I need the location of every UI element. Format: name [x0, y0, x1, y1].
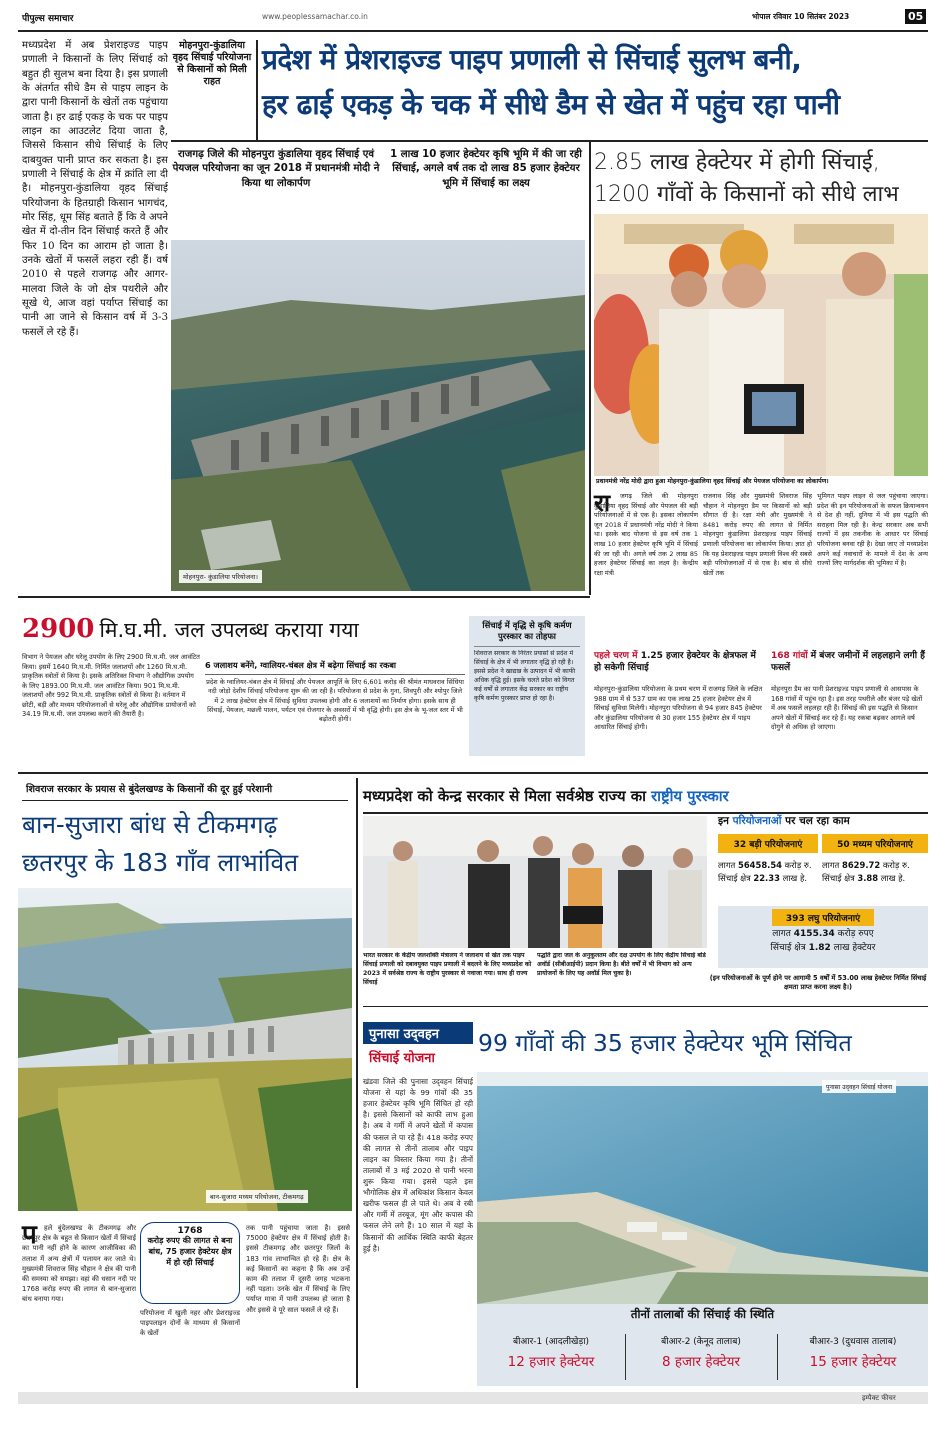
right-headline-2: 1200 गाँवों के किसानों को सीधे लाभ	[594, 182, 899, 207]
mid-cost-unit: करोड़ रु.	[882, 860, 910, 870]
top-left-column: मध्यप्रदेश में अब प्रेशराइज्ड पाइप प्रणाली ने किसानों के लिए सिंचाई को बहुत ही सुलभ बना दिया है। इस प्रणाली के अंतर्गत सीधे डैम से पाइप लाइन के द्वारा पानी किसानों के खेतों तक पहुंचाया जाता है। हर ढाई एकड़ के चक पर पाइप लाइन का आउटलेट दिया जाता है, जिससे किसान सीधे सिंचाई के लिए दाबयुक्त पानी प्राप्त कर सकता है। इस प्रणाली ने सिंचाई के क्षेत्र में क्रांति ला दी है। मोहनपुरा-कुंडालिया वृहद सिंचाई परियोजना के हितग्राही किसान भागचंद, मोर सिंह, धूम सिंह बताते हैं कि वे अपने खेत में दो-तीन दिन सिंचाई करते हैं और फिर 10 दिन का आराम हो जाता है। उनके खेतों में फसलें लहरा रही हैं। वर्ष 2010 से पहले राजगढ़ और आगर-मालवा जिले के जो क्षेत्र पथरीले और सूखे थे, आज वहां पर्याप्त सिंचाई का पानी आ जाने से किसान वर्ष में 3-3 फसलें ले रहे हैं।	[22, 40, 168, 338]
page-number: 05	[905, 9, 926, 24]
ban-sujara-headline-1: बान-सुजारा बांध से टीकमगढ़	[22, 810, 278, 839]
mid-cost-row	[822, 859, 928, 872]
small-projects-label: 393 लघु परियोजनाएं	[772, 909, 874, 926]
section-rule-2	[18, 772, 928, 774]
small-cost-row	[718, 928, 928, 942]
ceremony-illustration	[594, 214, 928, 486]
big-projects-label: 32 बड़ी परियोजनाएं	[718, 834, 818, 853]
vertical-rule-bottom	[356, 778, 358, 1388]
story-col-c: भूमिगत पाइप लाइन से जल पहुंचाया जाएगा। प्रदेश की इन परियोजनाओं के सफल क्रियान्वयन से देश ही नहीं, दुनिया में भी इस पद्धति की सराहना मिल रही है। केन्द्र सरकार अब सभी राज्यों में इस तकनीक के आधार पर सिंचाई परियोजना बनवा रही है। देखा जाए तो मध्यप्रदेश अपने कई नवाचारों के मामले में देश के अन्य राज्यों लिए मार्गदर्शक की भूमिका में है।	[817, 492, 928, 568]
dateline: भोपाल रविवार 10 सितंबर 2023	[752, 12, 850, 21]
mid-area-label: सिंचाई क्षेत्र	[822, 872, 855, 883]
award-box-body: शिवराज सरकार के निरंतर प्रयासों से प्रदेश में सिंचाई के क्षेत्र में भी लगातार वृद्धि हो रही है। इससे प्रदेश ने खाद्यान्न के उत्पादन में भी काफी अधिक वृद्धि हुई। इसके चलते प्रदेश को विगत कई वर्षों से लगातार केंद्र सरकार का राष्ट्रीय कृषि कर्मण पुरस्कार प्राप्त हो रहा है।	[474, 649, 576, 702]
water-number: 2900	[22, 614, 95, 644]
villages-headline-rest: में बंजर जमीनों में लहलहाने लगी हैं फसलें	[771, 651, 925, 674]
ban-sujara-headline-2: छतरपुर के 183 गाँव लाभांवित	[22, 848, 299, 877]
phase-headline-rest: 1.25 हजार हेक्टेयर के क्षेत्रफल में हो सकेगी सिंचाई	[594, 651, 756, 674]
punasa-kicker-2: सिंचाई योजना	[369, 1051, 435, 1066]
subhead-right: 1 लाख 10 हजार हेक्टेयर कृषि भूमि में की जा रही सिंचाई, अगले वर्ष तक दो लाख 85 हजार हेक्टेयर भूमि में सिंचाई का लक्ष्य	[390, 149, 582, 189]
punasa-illustration	[477, 1072, 928, 1304]
award-headline-blue: राष्ट्रीय पुरस्कार	[651, 788, 729, 805]
mid-projects-label: 50 मध्यम परियोजनाएं	[822, 834, 928, 853]
ban-col-2: तक पानी पहुंचाया जाता है। इससे 75000 हेक्टेयर क्षेत्र में सिंचाई होती है। इससे टीकमगढ़ और छतरपुर जिलों के 183 गांव लाभान्वित हो रहे हैं। क्षेत्र के कई किसानों का कहना है कि अब उन्हें काम की तलाश में दूसरी जगह भटकना नहीं पड़ता। उनके खेत में सिंचाई के लिए पर्याप्त मात्रा में पानी उपलब्ध हो जाता है और इससे वे पूरे साल फसलें ले रहे हैं।	[246, 1224, 350, 1314]
pond-status-table	[477, 1304, 928, 1386]
section-rule-1	[18, 596, 590, 598]
pond-value-3: 15 हजार हेक्टेयर	[809, 1354, 897, 1370]
small-projects-card	[718, 906, 928, 968]
villages-body: मोहनपुरा डैम का पानी प्रेशराइज्ड पाइप प्रणाली से आसपास के 168 गांवों में पहुंच रहा है। इस तरह पथरीले और बंजर पड़े खेतों में अब फसलें लहलहा रही हैं। सिंचाई की इस पद्धति से किसान अपने खेतों में सिंचाई कर रहे हैं। यह रकबा बढ़कर आगले वर्ष दोगुने से अधिक हो जाएगा।	[771, 685, 923, 732]
projects-title	[718, 814, 928, 828]
villages-headline-red: 168 गांवों	[771, 651, 808, 661]
water-headline-text: मि.घ.मी. जल उपलब्ध कराया गया	[99, 618, 359, 642]
reservoir-box-head: 6 जलाशय बनेंगे, ग्वालियर-चंबल क्षेत्र में बढ़ेगा सिंचाई का रकबा	[205, 660, 465, 675]
punasa-headline: 99 गाँवों की 35 हजार हेक्टेयर भूमि सिंचित	[478, 1029, 852, 1057]
big-area: 22.33	[753, 872, 780, 883]
dropcap-ra: रा	[594, 489, 611, 517]
quote-text: करोड़ रुपए की लागत से बना बांध, 75 हजार हेक्टेयर क्षेत्र में हो रही सिंचाई	[147, 1236, 233, 1267]
small-area-unit: लाख हेक्टेयर	[833, 942, 876, 953]
award-caption-left: भारत सरकार के केंद्रीय जलशक्ति मंत्रालय ने जलाशय से खेत तक पाइप सिंचाई प्रणाली को दबावयुक्त पाइप प्रणाली में बदलने के लिए मध्यप्रदेश को 2023 में सर्वश्रेष्ठ राज्य के राष्ट्रीय पुरस्कार से नवाजा गया। साथ ही राज्य सिंचाई	[363, 952, 532, 986]
big-cost-unit: करोड़ रु.	[784, 860, 812, 870]
pm-photo	[594, 214, 928, 486]
headline-rule	[171, 140, 928, 142]
big-area-label: सिंचाई क्षेत्र	[718, 872, 751, 883]
website-url[interactable]: www.peoplessamachar.co.in	[262, 12, 368, 21]
impact-feature-credit: इम्पैक्ट फीचर	[862, 1394, 896, 1402]
header-rule	[18, 30, 928, 32]
big-cost: 56458.54	[738, 860, 782, 870]
punasa-photo	[477, 1072, 928, 1304]
right-headline-1: 2.85 लाख हेक्टेयर में होगी सिंचाई,	[594, 150, 880, 175]
section-rule-3	[363, 1006, 928, 1007]
award-box-head: सिंचाई में वृद्धि से कृषि कर्मण पुरस्कार का तोहफा	[474, 620, 580, 647]
award-caption-right: पद्धति द्वारा जल के अनुकूलतम और दक्ष उपयोग के लिए केंद्रीय सिंचाई बोर्ड अवॉर्ड (सीबीआईपी) प्रदान किया है। बीते वर्षों में भी विभाग को अन्य प्रायोजनों के लिए यह अवॉर्ड मिल चुका है।	[537, 952, 706, 977]
award-headline	[363, 786, 928, 806]
pond-name-1: बीआर-1 (आदलीखेड़ा)	[512, 1337, 590, 1347]
pond-value-2: 8 हजार हेक्टेयर	[661, 1354, 741, 1370]
phase-headline	[594, 650, 764, 674]
story-col-a: जगढ़ जिले की मोहनपुरा कुंडालिया वृहद सिंचाई और पेयजल की बड़ी परियोजनाओं में से एक है। इसका लोकार्पण जून 2018 में प्रधानमंत्री नरेंद्र मोदी ने किया था। इसके बाद योजना से इस वर्ष तक 1 लाख 10 हजार हेक्टेयर कृषि भूमि में सिंचाई की जा रही थी। अगले वर्ष तक 2 लाख 85 हजार हेक्टेयर सिंचाई का लक्ष्य है। केन्द्रीय रक्षा मंत्री	[594, 492, 698, 577]
dam-photo	[171, 240, 585, 591]
mid-cost: 8629.72	[842, 860, 881, 870]
reservoir-box-body: प्रदेश के ग्वालियर-चंबल क्षेत्र में सिंचाई और पेयजल आपूर्ति के लिए 6,601 करोड़ की श्रीमंत माधवराव सिंधिया नदी जोड़ो देशीय सिंचाई परियोजना शुरू की जा रही है। परियोजना से प्रदेश के गुना, शिवपुरी और श्योपुर जिले में 2 लाख हेक्टेयर क्षेत्र में सिंचाई सुविधा उपलब्ध होगी और 6 जलाशयों का निर्माण होगा। इसके साथ ही सिंचाई, पेयजल, मछली पालन, पर्यटन एवं रोजगार के अवसरों में भी वृद्धि होगी। इस क्षेत्र के भू-जल स्तर में भी बढ़ोतरी होगी।	[206, 677, 464, 724]
masthead-bar	[0, 0, 945, 30]
award-headline-black: मध्यप्रदेश को केन्द्र सरकार से मिला सर्वश्रेष्ठ राज्य का	[363, 788, 646, 805]
award-box	[469, 616, 585, 756]
mid-area-row	[822, 872, 928, 885]
phase-body: मोहनपुरा-कुंडालिया परियोजना के प्रथम चरण में राजगढ़ जिले के लक्षित 988 ग्राम में से 537 ग्राम का एक लाख 25 हजार हेक्टेयर क्षेत्र में सिंचाई सुविधा मिलेगी। मोहनपुरा परियोजना से 94 हजार 845 हेक्टेयर और कुंडालिया परियोजना से 30 हजार 155 हेक्टेयर क्षेत्र में पाइप आधारित सिंचाई होगी।	[594, 685, 763, 732]
projects-note: (इन परियोजनाओं के पूर्ण होने पर आगामी 5 वर्षों में 53.00 लाख हेक्टेयर निर्मित सिंचाई क्षमता प्राप्त करना लक्ष्य है।)	[709, 974, 927, 992]
water-headline	[22, 614, 462, 644]
small-area-label: सिंचाई क्षेत्र	[770, 942, 806, 953]
pm-caption: प्रधानमंत्री नरेंद्र मोदी द्वारा हुआ मोहनपुरा-कुंडालिया वृहद सिंचाई और पेयजल परियोजना का लोकार्पण।	[594, 476, 928, 488]
dropcap-pa: प	[22, 1220, 37, 1250]
ban-sujara-illustration	[18, 888, 352, 1211]
main-headline-1: प्रदेश में प्रेशराइज्ड पाइप प्रणाली से सिंचाई सुलभ बनी,	[262, 43, 802, 76]
award-ceremony-illustration	[363, 816, 707, 948]
small-area-row	[718, 942, 928, 956]
ban-quote-box	[140, 1222, 240, 1304]
pond-table-title: तीनों तालाबों की सिंचाई की स्थिति	[630, 1307, 775, 1321]
projects-title-1: इन	[718, 815, 729, 827]
punasa-kicker-1: पुनासा उद्‌वहन	[363, 1022, 473, 1044]
projects-title-blue: परियोजनाओं	[732, 815, 782, 827]
villages-headline	[771, 650, 928, 674]
ban-col-1: हले बुंदेलखण्ड के टीकमगढ़ और छतरपुर क्षेत्र के बहुत से किसान खेतों में सिंचाई का पानी नहीं होने के कारण आजीविका की तलाश में अन्य क्षेत्रों में पलायन कर जाते थे। मुख्यमंत्री शिवराज सिंह चौहान ने क्षेत्र की पानी की समस्या को समझा। वहां की धसान नदी पर 1768 करोड़ रुपए की लागत से बान-सुजारा बांध बनाया गया।	[22, 1224, 136, 1304]
masthead: पीपुल्स समाचार	[22, 14, 74, 24]
punasa-caption: पुनासा उद्‌वहन सिंचाई योजना	[822, 1080, 896, 1093]
pond-divider-1	[625, 1334, 626, 1380]
big-projects-card	[718, 834, 818, 900]
ban-sujara-kicker: शिवराज सरकार के प्रयास से बुंदेलखण्ड के किसानों की दूर हुई परेशानी	[26, 784, 273, 795]
quote-number: 1768	[177, 1226, 203, 1236]
phase-headline-red: पहले चरण में	[594, 651, 638, 661]
pond-item-3	[781, 1334, 925, 1370]
small-cost-label: लागत	[772, 929, 791, 939]
dam-caption: मोहनपुरा- कुंडालिया परियोजना।	[179, 570, 262, 583]
mid-area: 3.88	[857, 872, 879, 883]
reservoir-box	[205, 660, 465, 760]
footer-rule	[18, 1392, 928, 1404]
big-area-row	[718, 872, 818, 885]
mid-projects-card	[822, 834, 928, 900]
water-body: विभाग ने पेयजल और घरेलू उपयोग के लिए 2900 मि.घ.मी. जल आवंटित किया। इसमें 1640 मि.घ.मी. निर्मित जलाशयों और 1260 मि.घ.मी. प्राकृतिक स्त्रोतों से किया है। इसके अतिरिक्त विभाग ने औद्योगिक उपयोग के लिए 1893.00 मि.घ.मी. जल आवंटित किया। 901 मि.घ.मी. जलाशयों और 992 मि.घ.मी. प्राकृतिक स्त्रोतों से किया है। वर्तमान में छोटी, बड़ी और मध्यम परियोजनाओं से घरेलू और औद्योगिक प्रायोजनों को 34.19 मि.घ.मी. जल उपलब्ध कराने की तैयारी है।	[22, 653, 200, 719]
ban-sujara-photo	[18, 888, 352, 1211]
small-cost-unit: करोड़ रुपए	[837, 929, 874, 939]
small-area: 1.82	[808, 942, 831, 953]
big-area-unit: लाख हे.	[782, 872, 808, 883]
kicker-divider	[256, 40, 258, 140]
pond-item-1	[481, 1334, 621, 1370]
dam-illustration	[171, 240, 585, 591]
pond-name-3: बीआर-3 (दुधवास तालाब)	[809, 1337, 897, 1347]
mid-area-unit: लाख हे.	[880, 872, 906, 883]
vertical-rule-top	[589, 140, 591, 595]
pond-value-1: 12 हजार हेक्टेयर	[507, 1354, 595, 1370]
big-cost-row	[718, 859, 818, 872]
mid-cost-label: लागत	[822, 860, 840, 870]
projects-title-2: पर चल रहा काम	[785, 815, 850, 827]
side-kicker: मोहनपुरा-कुंडालिया वृहद सिंचाई परियोजना से किसानों को मिली राहत	[172, 40, 252, 88]
small-cost: 4155.34	[793, 929, 835, 939]
big-cost-label: लागत	[718, 860, 736, 870]
punasa-body: खंडवा जिले की पुनासा उद्‌वहन सिंचाई योजना से यहां के 99 गांवों की 35 हजार हेक्टेयर कृषि भूमि सिंचित हो रही है। इससे किसानों को काफी लाभ हुआ है। अब वे गर्मी में अपने खेतों में कपास की फसल ले पा रहे हैं। 418 करोड़ रुपए की लागत से तीनों तालाब और पाइप लाइन का विस्तार किया गया है। तीनों तालाबों में 3 मई 2020 से पानी भरना शुरू किया गया। इससे पहले इस भौगोलिक क्षेत्र में अधिकांश किसान केवल खरीफ फसल ही ले पाते थे। अब वे रबी और गर्मी में तरबूज, मूंग और कपास की फसल लेने लगे हैं। 10 साल में यहां के किसानों की आर्थिक स्थिति काफी बेहतर हुई है।	[363, 1077, 473, 1253]
story-col-b: राजनाथ सिंह और मुख्यमंत्री शिवराज सिंह चौहान ने मोहनपुरा डैम पर किसानों को बड़ी सौगात दी है। रक्षा मंत्री और मुख्यमंत्री ने 8481 करोड़ रुपए की लागत से निर्मित मोहनपुरा कुंडालिया प्रेशराइज्ड पाइप सिंचाई प्रणाली परियोजना का लोकार्पण किया। ज्ञात हो कि यह प्रेशराइज्ड पाइप प्रणाली विश्व की सबसे बड़ी परियोजनाओं में से एक है। बांध से सीधे खेतों तक	[703, 492, 812, 577]
award-photo	[363, 816, 707, 948]
pond-name-2: बीआर-2 (केनूद तालाब)	[661, 1337, 741, 1347]
main-headline-2: हर ढाई एकड़ के चक में सीधे डैम से खेत में पहुंच रहा पानी	[262, 88, 840, 121]
subhead-left: राजगढ़ जिले की मोहनपुरा कुंडालिया वृहद सिंचाई एवं पेयजल परियोजना का जून 2018 में प्रधानमंत्री मोदी ने किया था लोकार्पण	[172, 149, 380, 189]
pond-item-2	[629, 1334, 773, 1370]
ban-quote-below: परियोजना में खुली नहर और प्रेशराइज्ड पाइपलाइन दोनों के माध्यम से किसानों के खेतों	[140, 1309, 240, 1338]
pond-divider-2	[777, 1334, 778, 1380]
kicker-underline	[22, 800, 348, 801]
ban-sujara-caption: बान-सुजारा मध्यम परियोजना, टीकमगढ़	[206, 1190, 308, 1203]
